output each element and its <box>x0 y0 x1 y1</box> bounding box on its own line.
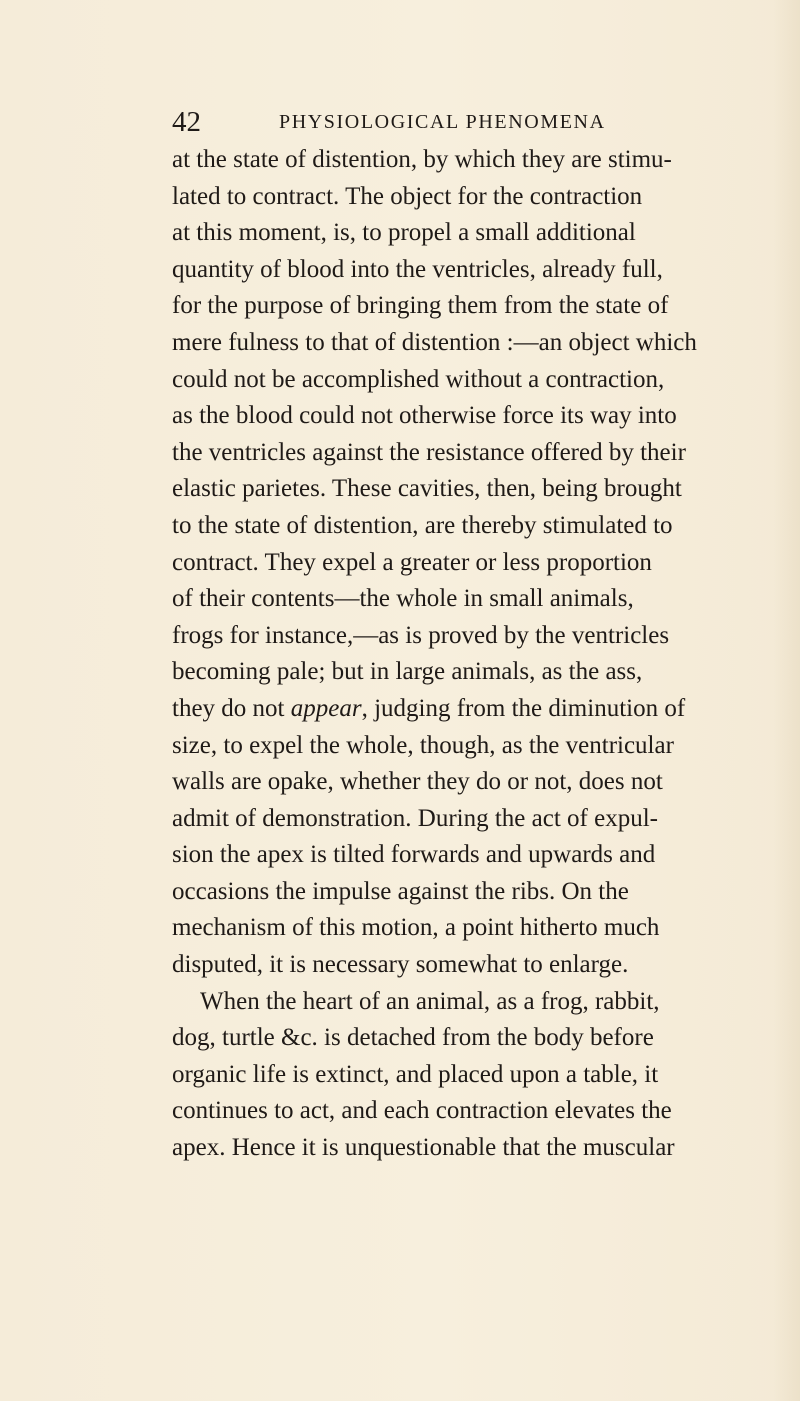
text-line: mere fulness to that of distention :—an object which <box>172 328 697 356</box>
page-edge-shadow <box>772 0 800 1401</box>
text-line: could not be accomplished without a contraction, <box>172 365 665 393</box>
text-line: of their contents—the whole in small animals, <box>172 585 634 613</box>
text-line: walls are opake, whether they do or not, does not <box>172 768 663 796</box>
page-header <box>172 104 606 140</box>
italic-emphasis: appear <box>290 694 362 722</box>
text-line: occasions the impulse against the ribs. On the <box>172 877 629 905</box>
text-line: frogs for instance,—as is proved by the ventricles <box>172 621 670 649</box>
text-line: quantity of blood into the ventricles, already full, <box>172 255 663 283</box>
text-line: sion the apex is tilted forwards and upwards and <box>172 841 656 869</box>
body-text <box>172 142 697 1167</box>
text-line: organic life is extinct, and placed upon a table, it <box>172 1060 659 1088</box>
text-line: continues to act, and each contraction elevates the <box>172 1097 672 1125</box>
text-fragment: , judging from the diminution of <box>361 694 686 722</box>
text-fragment: they do not <box>172 694 291 722</box>
text-line: disputed, it is necessary somewhat to enlarge. <box>172 951 629 979</box>
text-line: to the state of distention, are thereby stimulated to <box>172 511 673 539</box>
text-line: for the purpose of bringing them from the state of <box>172 292 669 320</box>
text-line: When the heart of an animal, as a frog, rabbit, <box>200 987 660 1015</box>
text-line: becoming pale; but in large animals, as the ass, <box>172 658 643 686</box>
text-line: mechanism of this motion, a point hitherto much <box>172 914 660 942</box>
text-line: dog, turtle &c. is detached from the body before <box>172 1024 654 1052</box>
text-line: contract. They expel a greater or less proportion <box>172 548 652 576</box>
text-line: as the blood could not otherwise force its way into <box>172 402 677 430</box>
text-line: at the state of distention, by which they are stimu- <box>172 146 672 173</box>
text-line: at this moment, is, to propel a small additional <box>172 219 636 247</box>
page-number: 42 <box>172 106 201 138</box>
text-line: lated to contract. The object for the contraction <box>172 182 643 210</box>
text-line: elastic parietes. These cavities, then, being brought <box>172 475 682 503</box>
text-line: admit of demonstration. During the act of expul- <box>172 804 658 832</box>
text-line: size, to expel the whole, though, as the ventricular <box>172 731 674 759</box>
text-line-with-italic <box>172 691 686 728</box>
running-head: PHYSIOLOGICAL PHENOMENA <box>279 111 606 133</box>
text-line: apex. Hence it is unquestionable that the muscular <box>172 1134 675 1162</box>
text-line: the ventricles against the resistance offered by their <box>172 438 686 466</box>
